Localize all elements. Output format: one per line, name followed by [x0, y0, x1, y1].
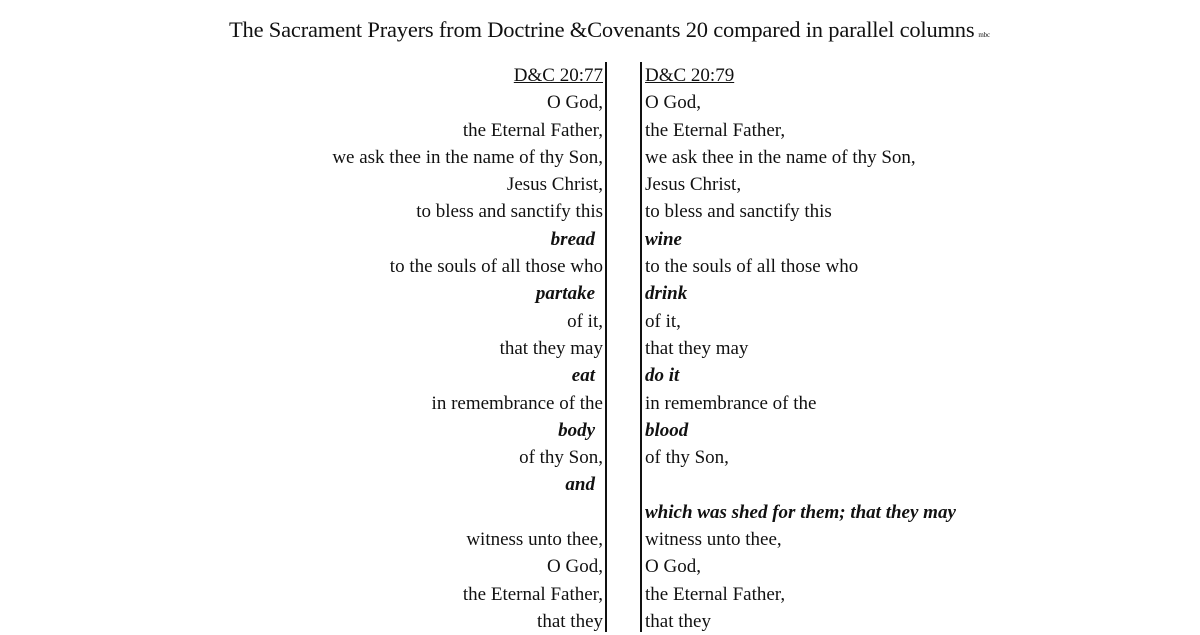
- prayer-line: to bless and sanctify this: [645, 201, 832, 223]
- prayer-line: [645, 471, 956, 498]
- prayer-line: witness unto thee,: [466, 529, 603, 551]
- prayer-line: Jesus Christ,: [506, 174, 603, 196]
- emphasized-line: blood: [645, 419, 689, 441]
- prayer-line: O God,: [547, 92, 603, 114]
- prayer-line: the Eternal Father,: [645, 583, 786, 605]
- emphasized-line: body: [558, 419, 595, 441]
- prayer-line: [332, 499, 603, 526]
- column-header: D&C 20:77: [513, 65, 603, 86]
- prayer-line: O God,: [547, 556, 603, 578]
- prayer-line: of thy Son,: [645, 447, 729, 469]
- prayer-line: Jesus Christ,: [645, 174, 742, 196]
- prayer-line: that they may: [499, 337, 603, 359]
- prayer-line: to bless and sanctify this: [416, 201, 603, 223]
- prayer-line: we ask thee in the name of thy Son,: [645, 146, 916, 168]
- prayer-line: of it,: [645, 310, 681, 332]
- column-header: D&C 20:79: [645, 65, 735, 86]
- emphasized-line: which was shed for them; that they may: [645, 501, 956, 523]
- emphasized-line: drink: [645, 283, 688, 305]
- prayer-line: the Eternal Father,: [645, 119, 786, 141]
- prayer-line: to the souls of all those who: [389, 256, 603, 278]
- prayer-line: the Eternal Father,: [462, 583, 603, 605]
- prayer-line: that they may: [645, 337, 749, 359]
- page-title: [229, 17, 990, 43]
- right-column-divider: [640, 62, 642, 632]
- prayer-line: the Eternal Father,: [462, 119, 603, 141]
- author-mark: mbc: [978, 31, 990, 39]
- emphasized-line: wine: [645, 228, 682, 250]
- prayer-line: witness unto thee,: [645, 529, 782, 551]
- prayer-line: that they: [645, 610, 711, 632]
- emphasized-line: and: [565, 474, 595, 496]
- emphasized-line: partake: [535, 283, 595, 305]
- prayer-line: we ask thee in the name of thy Son,: [332, 146, 603, 168]
- prayer-line: to the souls of all those who: [645, 256, 859, 278]
- prayer-line: in remembrance of the: [431, 392, 603, 414]
- left-column-divider: [605, 62, 607, 632]
- prayer-line: of thy Son,: [519, 447, 603, 469]
- prayer-line: in remembrance of the: [645, 392, 817, 414]
- prayer-line: O God,: [645, 556, 701, 578]
- emphasized-line: do it: [645, 365, 680, 387]
- title-text: The Sacrament Prayers from Doctrine &Covenants 20 compared in parallel columns: [229, 17, 975, 42]
- left-column-dc-20-77: [332, 62, 603, 635]
- prayer-line: of it,: [567, 310, 603, 332]
- prayer-line: O God,: [645, 92, 701, 114]
- emphasized-line: bread: [550, 228, 595, 250]
- right-column-dc-20-79: [645, 62, 956, 635]
- emphasized-line: eat: [571, 365, 595, 387]
- prayer-line: that they: [537, 610, 603, 632]
